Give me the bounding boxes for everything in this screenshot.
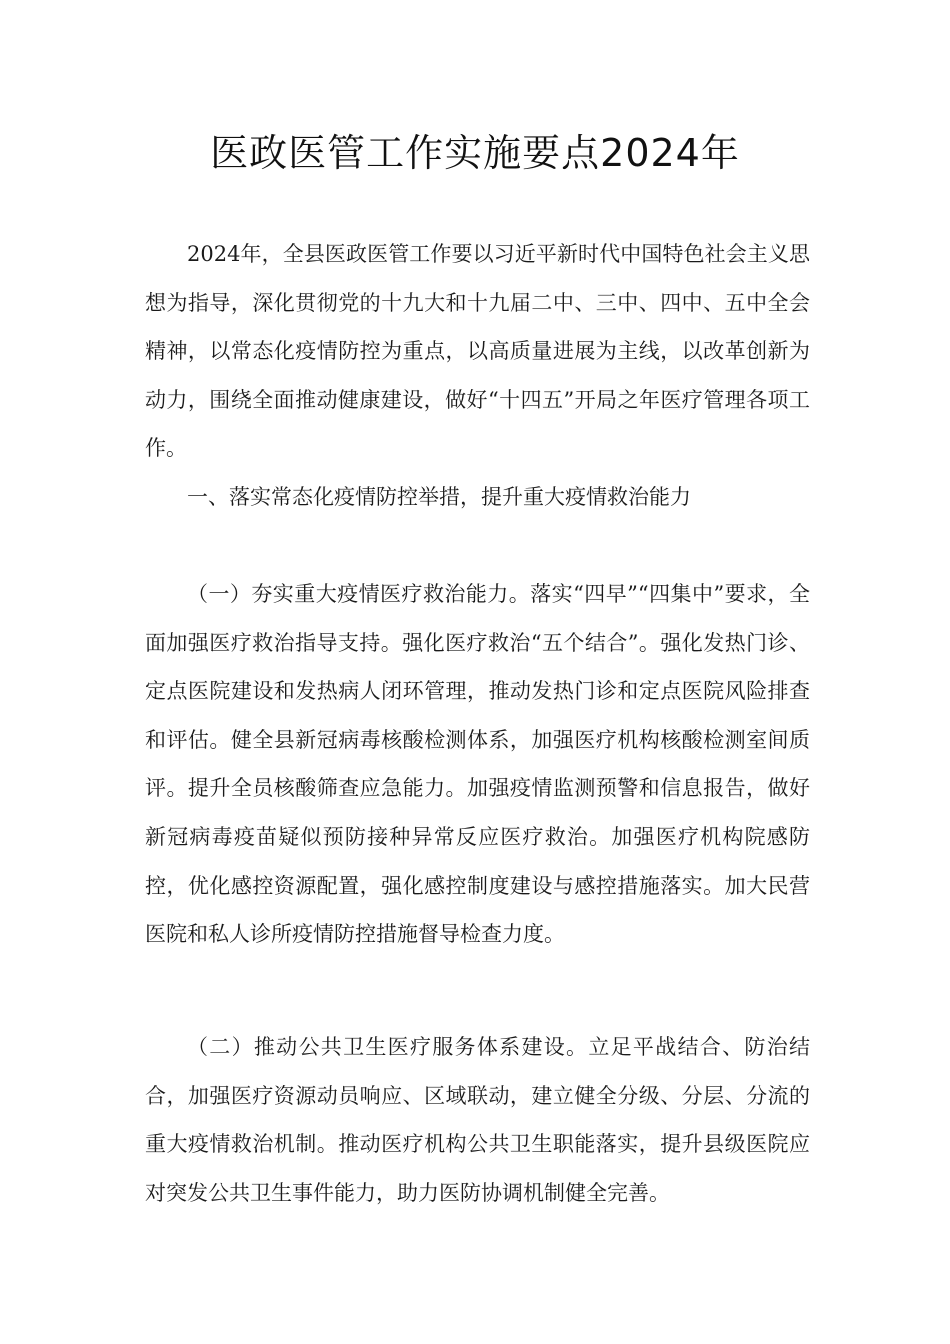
intro-paragraph-block bbox=[145, 230, 810, 473]
section-2-paragraph: （二）推动公共卫生医疗服务体系建设。立足平战结合、防治结合，加强医疗资源动员响应、区域联动，建立健全分级、分层、分流的重大疫情救治机制。推动医疗机构公共卫生职能落实，提升县级医院应对突发公共卫生事件能力，助力医防协调机制健全完善。 bbox=[145, 1035, 810, 1205]
section-1-paragraph: （一）夯实重大疫情医疗救治能力。落实“四早”“四集中”要求，全面加强医疗救治指导支持。强化医疗救治“五个结合”。强化发热门诊、定点医院建设和发热病人闭环管理，推动发热门诊和定点医院风险排查和评估。健全县新冠病毒核酸检测体系，加强医疗机构核酸检测室间质评。提升全员核酸筛查应急能力。加强疫情监测预警和信息报告，做好新冠病毒疫苗疑似预防接种异常反应医疗救治。加强医疗机构院感防控，优化感控资源配置，强化感控制度建设与感控措施落实。加大民营医院和私人诊所疫情防控措施督导检查力度。 bbox=[145, 582, 810, 947]
section-2-block bbox=[145, 1023, 810, 1217]
section-1-block bbox=[145, 570, 810, 959]
document-title: 医政医管工作实施要点2024年 bbox=[210, 131, 740, 175]
heading-1-block bbox=[145, 473, 810, 522]
intro-paragraph: 2024年，全县医政医管工作要以习近平新时代中国特色社会主义思想为指导，深化贯彻党的十九大和十九届二中、三中、四中、五中全会精神，以常态化疫情防控为重点，以高质量进展为主线，以改革创新为动力，围绕全面推动健康建设，做好“十四五”开局之年医疗管理各项工作。 bbox=[145, 242, 810, 461]
section-heading-1: 一、落实常态化疫情防控举措，提升重大疫情救治能力 bbox=[187, 485, 691, 509]
